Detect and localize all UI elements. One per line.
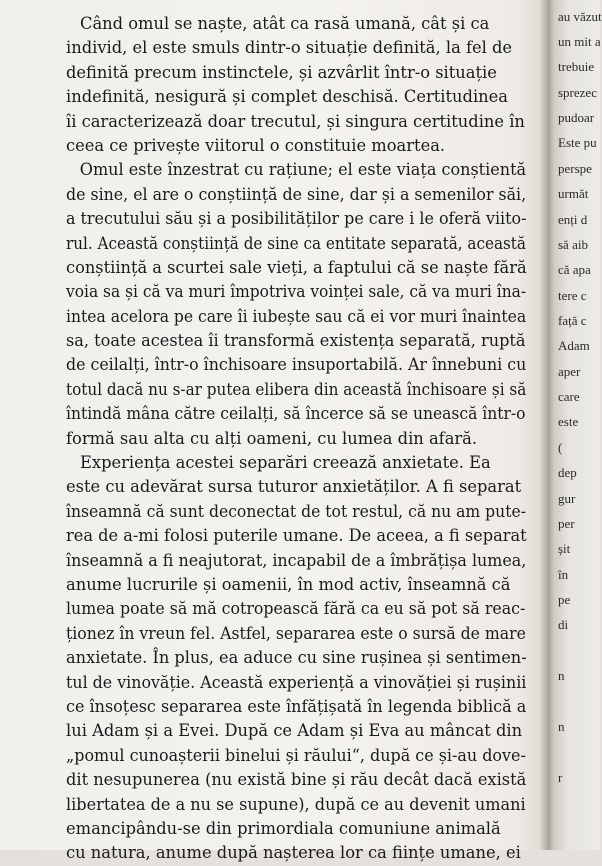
text-line: conștiință a scurtei sale vieți, a faptului că se naște fără — [66, 257, 527, 277]
adjacent-page-line: di — [558, 617, 569, 632]
text-line: sa, toate acestea îi transformă existența separată, ruptă — [66, 331, 526, 351]
body-text — [66, 12, 526, 866]
adjacent-page-line: gur — [558, 491, 576, 506]
adjacent-page-line: pe — [558, 592, 571, 607]
text-line: emancipându-se din primordiala comuniune animală — [66, 818, 501, 838]
adjacent-page-line: aper — [558, 364, 581, 379]
adjacent-page-line: perspe — [558, 161, 592, 176]
text-line: este cu adevărat sursa tuturor anxietăților. A fi separat — [66, 477, 522, 497]
adjacent-page-line: care — [558, 389, 580, 404]
adjacent-page-line: să aib — [558, 237, 588, 252]
adjacent-page-line: Este pu — [558, 135, 597, 150]
adjacent-page-line: per — [558, 516, 575, 531]
adjacent-page-line: Adam — [558, 338, 590, 353]
text-line: de sine, el are o conștiință de sine, dar și a semenilor săi, — [66, 184, 527, 204]
text-line: definită precum instinctele, și azvârlit într-o situație — [66, 62, 497, 82]
book-gutter — [540, 0, 554, 850]
text-line: rea de a-mi folosi puterile umane. De aceea, a fi separat — [66, 526, 527, 546]
text-line: voia sa și că va muri împotriva voinței sale, că va muri îna- — [66, 282, 527, 302]
adjacent-page-line: n — [558, 668, 565, 683]
text-line: anxietate. În plus, ea aduce cu sine rușinea și sentimen- — [66, 648, 527, 668]
text-line: ceea ce privește viitorul o constituie moartea. — [66, 135, 446, 155]
text-line: rul. Această conștiință de sine ca entitate separată, această — [66, 233, 526, 253]
adjacent-page-line: r — [558, 770, 563, 785]
text-line: tul de vinovăție. Această experiență a vinovăției și rușinii — [66, 672, 527, 692]
text-line: îi caracterizează doar trecutul, și singura certitudine în — [66, 111, 525, 131]
adjacent-page-line: ( — [558, 440, 563, 455]
adjacent-page-line: următ — [558, 186, 589, 201]
text-line: indefinită, nesigură și complet deschisă. Certitudinea — [66, 87, 508, 107]
adjacent-page-line: în — [558, 567, 569, 582]
text-line: ce însoțesc separarea este înfățișată în legenda biblică a — [66, 696, 527, 716]
text-line: „pomul cunoașterii binelui și răului“, după ce și-au dove- — [66, 745, 526, 765]
adjacent-page-line: pudoar — [558, 110, 595, 125]
adjacent-page-line: este — [558, 414, 579, 429]
adjacent-page-line: față c — [558, 313, 587, 328]
adjacent-page-line: șit — [558, 541, 571, 556]
text-line: lui Adam și a Evei. După ce Adam și Eva au mâncat din — [66, 721, 523, 741]
text-line: Când omul se naște, atât ca rasă umană, cât și ca — [80, 14, 490, 33]
text-line: Experiența acestei separări creează anxietate. Ea — [80, 453, 491, 473]
adjacent-page-line: tere c — [558, 288, 587, 303]
adjacent-page-line: că apa — [558, 262, 591, 277]
text-line: formă sau alta cu alți oameni, cu lumea din afară. — [66, 428, 478, 448]
text-line: de ceilalți, într-o închisoare insuportabilă. Ar înnebuni cu — [66, 355, 527, 375]
text-line: ționez în vreun fel. Astfel, separarea este o sursă de mare — [66, 623, 526, 643]
adjacent-page-line: trebuie — [558, 59, 595, 74]
text-line: înseamnă a fi neajutorat, incapabil de a îmbrățișa lumea, — [66, 550, 527, 570]
text-line: Omul este înzestrat cu rațiune; el este viața conștientă — [79, 160, 527, 180]
text-line: anume lucrurile și oamenii, în mod activ, înseamnă că — [66, 574, 511, 594]
adjacent-page-line: sprezec — [558, 85, 597, 100]
text-line: dit nesupunerea (nu există bine și rău decât dacă există — [66, 770, 527, 790]
text-line: libertatea de a nu se supune), după ce au devenit umani — [66, 794, 526, 814]
text-line: cu natura, anume după nașterea lor ca ființe umane, ei — [66, 843, 521, 863]
text-line: intea acelora pe care îi iubește sau că ei vor muri înaintea — [66, 306, 527, 326]
text-line: înseamnă că sunt deconectat de tot restul, că nu am pute- — [66, 501, 526, 521]
book-page-right-edge — [554, 0, 600, 850]
text-line: totul dacă nu s-ar putea elibera din această închisoare și să — [66, 379, 527, 399]
adjacent-page-line: au văzut — [558, 9, 602, 24]
text-line: întindă mâna către ceilalți, să încerce să se unească într-o — [66, 404, 526, 424]
text-line: lumea poate să mă cotropească fără ca eu să pot să reac- — [66, 599, 526, 619]
text-line: individ, el este smuls dintr-o situație definită, la fel de — [66, 38, 513, 58]
adjacent-page-line: dep — [558, 465, 577, 480]
text-line: a trecutului său și a posibilităților pe care i le oferă viito- — [66, 209, 527, 229]
adjacent-page-line: n — [558, 719, 565, 734]
adjacent-page-line: enți d — [558, 212, 588, 227]
adjacent-page-line: un mit a — [558, 34, 601, 49]
